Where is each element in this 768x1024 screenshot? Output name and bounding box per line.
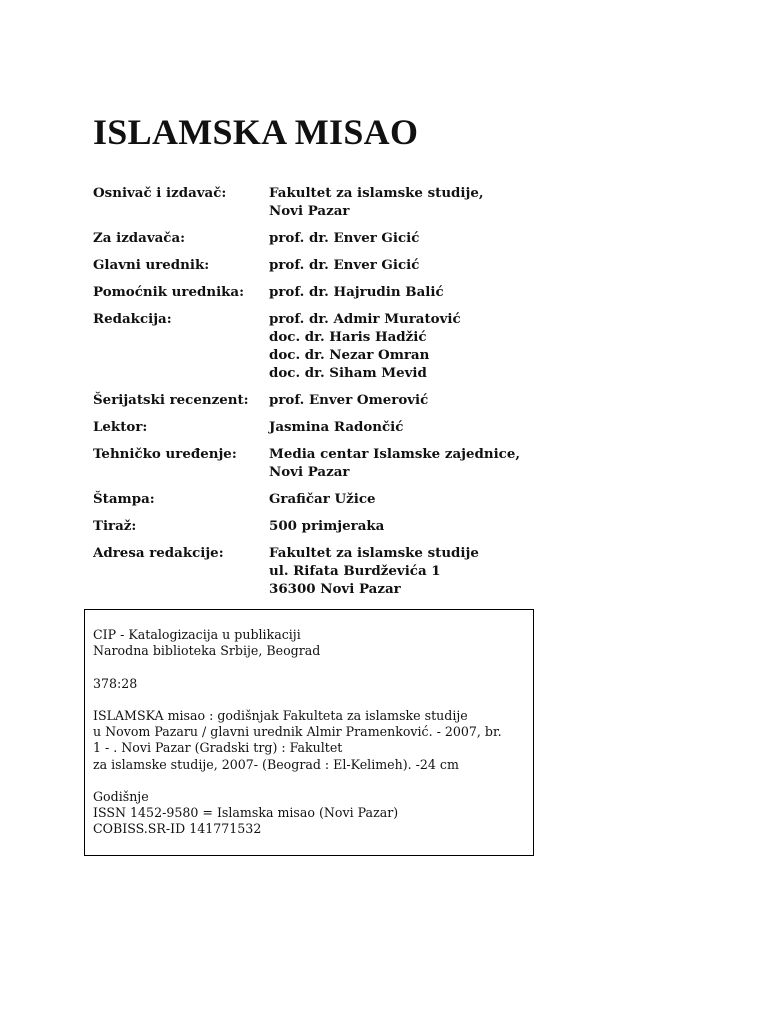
credit-value-line: Grafičar Užice [269, 491, 376, 507]
credit-value [269, 391, 533, 409]
credit-row-assistant-editor [93, 283, 533, 301]
cip-description-line: za islamske studije, 2007- (Beograd : El-Kelimeh). -24 cm [93, 756, 459, 772]
credit-value [269, 418, 533, 436]
cip-header-line: CIP - Katalogizacija u publikaciji [93, 627, 301, 642]
credit-row-editorial-address [93, 544, 533, 598]
credit-value [269, 283, 533, 301]
credit-value [269, 229, 533, 247]
credit-value-line: Novi Pazar [269, 464, 350, 480]
credit-row-printing [93, 490, 533, 508]
credit-value [269, 445, 533, 481]
credit-value-line: Media centar Islamske zajednice, [269, 446, 521, 462]
credit-value [269, 490, 533, 508]
credit-value-line: prof. dr. Admir Muratović [269, 311, 461, 327]
credit-value-line: 500 primjeraka [269, 518, 385, 534]
cip-spacer [93, 659, 533, 675]
credit-value [269, 256, 533, 274]
credit-row-founder-publisher [93, 184, 533, 220]
cip-record-box [84, 609, 534, 856]
credit-value-line: Fakultet za islamske studije, [269, 185, 484, 201]
credit-row-proofreader [93, 418, 533, 436]
credit-label: Glavni urednik: [93, 257, 210, 273]
credit-label: Štampa: [93, 491, 155, 507]
credit-row-for-publisher [93, 229, 533, 247]
credit-value-line: Jasmina Radončić [269, 419, 404, 435]
cip-description-line: ISLAMSKA misao : godišnjak Fakulteta za islamske studije [93, 707, 468, 723]
credit-row-print-run [93, 517, 533, 535]
cip-footer-line: Godišnje [93, 788, 149, 804]
credit-label: Za izdavača: [93, 230, 186, 246]
credit-label: Lektor: [93, 419, 148, 435]
credit-row-editorial-board [93, 310, 533, 382]
credit-label: Osnivač i izdavač: [93, 185, 227, 201]
credit-label: Adresa redakcije: [93, 545, 224, 561]
cip-spacer [93, 692, 533, 708]
credit-value [269, 517, 533, 535]
cip-footer-line: COBISS.SR-ID 141771532 [93, 821, 262, 837]
credit-value-line: ul. Rifata Burdževića 1 [269, 563, 441, 579]
credit-value-line: prof. dr. Enver Gicić [269, 230, 420, 246]
cip-description-line: u Novom Pazaru / glavni urednik Almir Pramenković. - 2007, br. [93, 724, 502, 740]
credit-value-line: doc. dr. Haris Hadžić [269, 329, 427, 345]
credit-value-line: Fakultet za islamske studije [269, 545, 479, 561]
cip-spacer [93, 773, 533, 789]
cip-udc-code: 378:28 [93, 675, 138, 691]
credit-value [269, 310, 533, 382]
credit-value-line: doc. dr. Nezar Omran [269, 347, 430, 363]
credit-value-line: prof. dr. Hajrudin Balić [269, 284, 444, 300]
page-title: ISLAMSKA MISAO [93, 112, 419, 152]
cip-header-line: Narodna biblioteka Srbije, Beograd [93, 643, 321, 659]
credit-label: Šerijatski recenzent: [93, 392, 249, 408]
credit-row-sharia-reviewer [93, 391, 533, 409]
credit-value-line: prof. dr. Enver Gicić [269, 257, 420, 273]
credit-value-line: 36300 Novi Pazar [269, 581, 401, 597]
credit-value-line: Novi Pazar [269, 203, 350, 219]
credit-value [269, 184, 533, 220]
credit-label: Pomoćnik urednika: [93, 284, 245, 300]
cip-description-line: 1 - . Novi Pazar (Gradski trg) : Fakultet [93, 740, 343, 756]
credit-value [269, 544, 533, 598]
credit-value-line: doc. dr. Siham Mevid [269, 365, 427, 381]
credit-value-line: prof. Enver Omerović [269, 392, 429, 408]
credit-label: Tiraž: [93, 518, 137, 534]
credit-row-technical-editing [93, 445, 533, 481]
credit-label: Redakcija: [93, 311, 172, 327]
credit-row-editor-in-chief [93, 256, 533, 274]
editorial-credits [93, 184, 533, 607]
credit-label: Tehničko uređenje: [93, 446, 237, 462]
cip-footer-line: ISSN 1452-9580 = Islamska misao (Novi Pazar) [93, 805, 399, 821]
